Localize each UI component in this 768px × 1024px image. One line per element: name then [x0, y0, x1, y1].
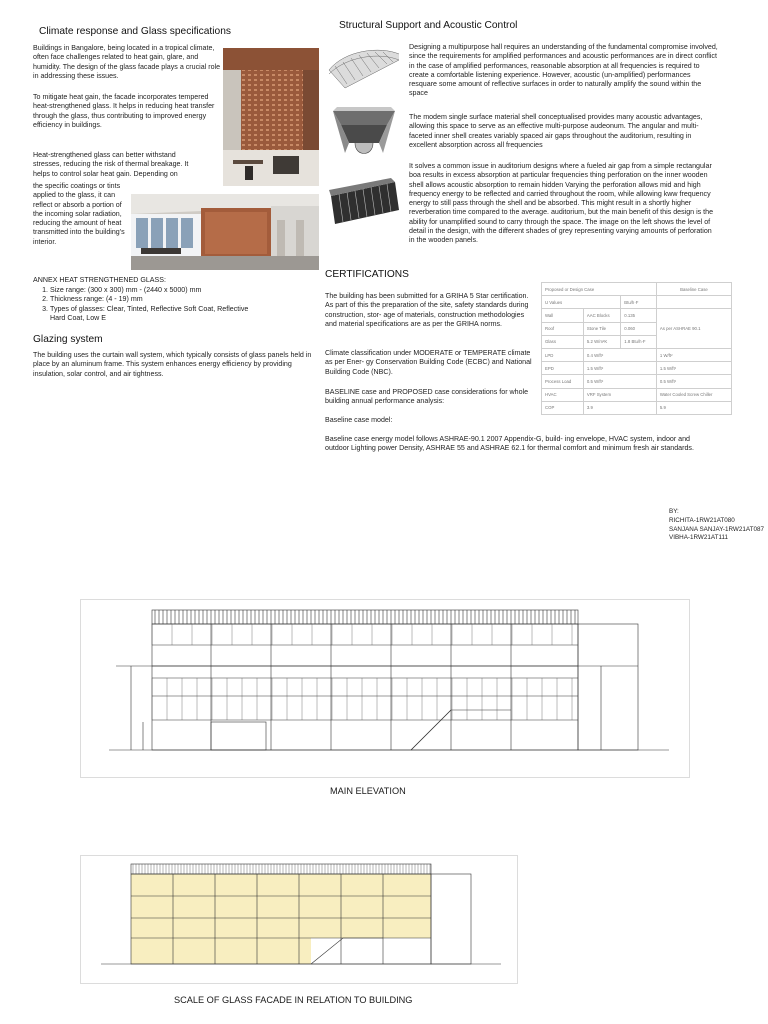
table-cell: 1.5 W/ft²	[583, 362, 656, 375]
cert-paragraph-3: BASELINE case and PROPOSED case considerations for whole building annual performance analysis:	[325, 388, 529, 406]
table-cell: Roof	[542, 322, 584, 335]
author-name: VIBHA-1RW21AT111	[669, 534, 729, 542]
table-cell: Wall	[542, 309, 584, 322]
table-cell: 5.9	[656, 401, 731, 414]
main-elevation-drawing	[80, 599, 690, 778]
table-cell: LPD	[542, 348, 584, 361]
scale-caption: SCALE OF GLASS FACADE IN RELATION TO BUILDING	[174, 995, 413, 1005]
table-cell: AAC Blocks	[583, 309, 620, 322]
table-cell: HVAC	[542, 388, 584, 401]
photo-corridor-interior	[131, 194, 319, 270]
table-cell: 0.4 W/ft²	[583, 348, 656, 361]
table-cell: Water Cooled Screw Chiller	[656, 388, 731, 401]
certifications-heading: CERTIFICATIONS	[325, 269, 409, 280]
glazing-heading: Glazing system	[33, 334, 103, 345]
shell-diagram-middle	[325, 103, 403, 161]
shell-diagram-top	[325, 40, 403, 96]
shell-diagram-bottom	[325, 176, 403, 232]
table-header-baseline: Baseline Case	[656, 283, 731, 296]
climate-heading: Climate response and Glass specifications	[39, 26, 231, 37]
table-u-label: U Values	[542, 296, 621, 309]
structural-paragraph-1: Designing a multipurpose hall requires an understanding of the fundamental compromise involved, since the requirements for amplified performances and acoustic performances are in direct conflict in the case of amplified performances, reasonable absorption at all frequencies is required to create a comfortable listening experience. However, acoustic (un-amplified) performances resquare some amount of reflective surfaces in order to naturally amplify the sound within the space	[409, 43, 718, 98]
table-u-unit: Btu/h·F	[621, 296, 657, 309]
climate-paragraph-3b: the specific coatings or tints applied to the glass, it can reflect or absorb a portion of the incoming solar radiation, reducing the amount of heat transmitted into the building's interior.	[33, 182, 125, 246]
structural-paragraph-2: The modem single surface material shell conceptualised provides many acoustic advantages, allowing this space to serve as an effective multi-purpose audeonum. The angular and multi-faceted inner shell creates variably spaced air gaps throughout the auditorium, resulting in excellent absorption across all frequencies	[409, 113, 703, 149]
table-row	[542, 375, 732, 388]
table-cell: EPD	[542, 362, 584, 375]
certification-table	[541, 282, 732, 415]
table-row	[542, 309, 732, 322]
glazing-paragraph: The building uses the curtain wall system, which typically consists of glass panels held in place by an aluminum frame. This system enhances energy efficiency by providing insulation, solar control, and air tightness.	[33, 351, 312, 378]
authors-by-label: BY:	[669, 508, 679, 515]
table-cell: 5.2 W/m²K	[583, 335, 620, 348]
author-name: SANJANA SANJAY-1RW21AT087	[669, 525, 764, 533]
table-cell: 0.5 W/ft²	[656, 375, 731, 388]
cert-paragraph-1: The building has been submitted for a GRIHA 5 Star certification. As part of this the preparation of the site, safety standards during construction, stor- age of materials, construction methodologies and material specifications are as per the GRIHA norms.	[325, 292, 529, 328]
structural-paragraph-3: It solves a common issue in auditorium designs where a fueled air gap from a simple rectangular boa results in excess absorption at particular frequencies thing perforation on the inner wooden shell allows acoustic absorption to remain hidden Varying the perforation allows mid and high frequency energy to be reflected and carried throughout the room, while allowing kww frequency energy to still pass through the shell and be absorbed. This might result in a shortly higher reverberation time compared to the average. auditorium, but the main benefit of this design is the ability for unamplified sound to carry through the space. The image on the left shows the level of detail in the design, with the different shades of grey representing varying amounts of perforation in the wooden panels.	[409, 162, 714, 245]
authors-block	[669, 508, 764, 543]
annex-item-size: 1. Size range: (300 x 300) mm - (2440 x 5000) mm	[50, 286, 280, 295]
photo-brick-facade-interior	[223, 48, 319, 186]
table-cell: 1.8 Btu/h·F	[621, 335, 657, 348]
annex-item-types: 3. Types of glasses: Clear, Tinted, Reflective Soft Coat, Reflective Hard Coat, Low E	[50, 305, 250, 324]
table-header-proposed: Proposed or Design Case	[542, 283, 657, 296]
table-cell: As per ASHRAE 90.1	[656, 309, 731, 349]
climate-paragraph-3a: Heat-strengthened glass can better withstand stresses, reducing the risk of thermal breakage. It helps to control solar heat gain. Depending on	[33, 151, 189, 178]
table-row	[542, 388, 732, 401]
table-cell: 0.5 W/ft²	[583, 375, 656, 388]
table-cell: 1 W/ft²	[656, 348, 731, 361]
cert-paragraph-2: Climate classification under MODERATE or TEMPERATE climate as per Ener- gy Conservation Building Code (ECBC) and National Building Code (NBC).	[325, 349, 532, 376]
climate-paragraph-1: Buildings in Bangalore, being located in a tropical climate, often face challenges related to heat gain, glare, and humidity. The design of the glass facade plays a crucial role in addressing these issues.	[33, 44, 221, 80]
table-cell: Stone Tile	[583, 322, 620, 335]
structural-heading: Structural Support and Acoustic Control	[339, 20, 518, 31]
table-cell: VRF System	[583, 388, 656, 401]
annex-item-thickness: 2. Thickness range: (4 - 19) mm	[50, 295, 280, 304]
table-cell: COP	[542, 401, 584, 414]
table-cell: Process Load	[542, 375, 584, 388]
table-cell: 1.5 W/ft²	[656, 362, 731, 375]
climate-paragraph-2: To mitigate heat gain, the facade incorporates tempered heat-strengthened glass. It helps in reducing heat transfer through the glass, thus contributing to improved energy efficiency in buildings.	[33, 93, 215, 129]
cert-paragraph-4: Baseline case model:	[325, 416, 393, 424]
table-cell: Glass	[542, 335, 584, 348]
elevation-caption: MAIN ELEVATION	[330, 786, 406, 796]
annex-list	[32, 286, 280, 323]
table-cell: 3.9	[583, 401, 656, 414]
glass-facade-scale-drawing	[80, 855, 518, 984]
author-name: RICHITA-1RW21AT080	[669, 516, 735, 524]
table-cell: 0.135	[621, 309, 657, 322]
table-row	[542, 348, 732, 361]
table-cell: 0.060	[621, 322, 657, 335]
annex-title: ANNEX HEAT STRENGTHENED GLASS:	[33, 276, 166, 284]
table-row	[542, 401, 732, 414]
table-row	[542, 362, 732, 375]
cert-paragraph-5: Baseline case energy model follows ASHRAE-90.1 2007 Appendix-G, build- ing envelope, HVAC system, indoor and outdoor Lighting power Density, ASHRAE 55 and ASHRAE 62.1 for thermal comfort and minimum fresh air standards.	[325, 435, 694, 453]
